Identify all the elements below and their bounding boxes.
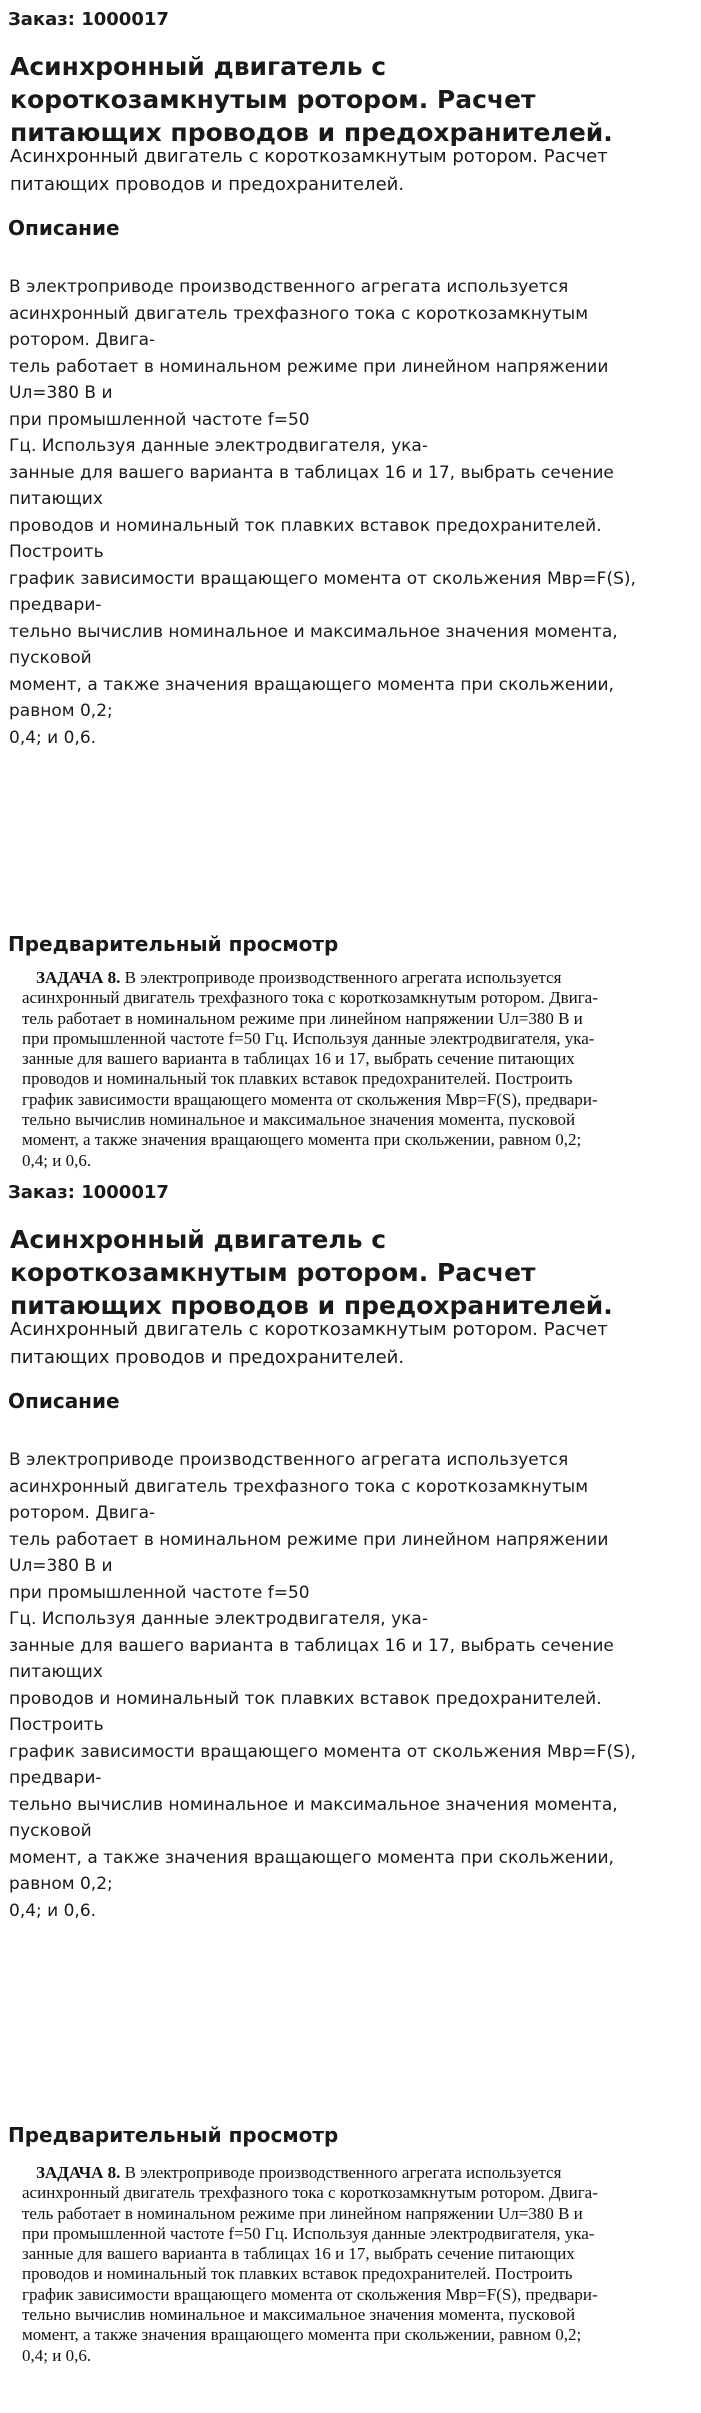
description-line: график зависимости вращающего момента от скольжения Mвр=F(S), bbox=[9, 568, 636, 589]
preview-line: при промышленной частоте f=50 Гц. Используя данные электродвигателя, ука- bbox=[22, 2223, 595, 2243]
description-line: Uл=380 В и bbox=[9, 1556, 113, 1576]
preview-line: момент, а также значения вращающего момента при скольжении, равном 0,2; bbox=[22, 2325, 582, 2345]
preview-line: асинхронный двигатель трехфазного тока с короткозамкнутым ротором. Двига- bbox=[22, 988, 598, 1008]
description-line: занные для вашего варианта в таблицах 16 и 17, выбрать сечение bbox=[9, 1635, 614, 1656]
description-line: Построить bbox=[9, 1715, 104, 1735]
description-line: 0,4; и 0,6. bbox=[9, 727, 97, 748]
description-line: ротором. Двига- bbox=[9, 1503, 156, 1523]
description-line: предвари- bbox=[9, 595, 102, 615]
preview-line: 0,4; и 0,6. bbox=[22, 2345, 92, 2365]
preview-line: асинхронный двигатель трехфазного тока с короткозамкнутым ротором. Двига- bbox=[22, 2183, 598, 2203]
preview-line: проводов и номинальный ток плавких вставок предохранителей. Построить bbox=[22, 1069, 573, 1089]
preview-line: момент, а также значения вращающего момента при скольжении, равном 0,2; bbox=[22, 1130, 582, 1150]
description-line: равном 0,2; bbox=[9, 1874, 113, 1894]
description-line: тель работает в номинальном режиме при линейном напряжении bbox=[9, 356, 609, 377]
description-line: питающих bbox=[9, 1662, 103, 1682]
description-line: пусковой bbox=[9, 648, 92, 668]
description-line: питающих bbox=[9, 489, 103, 509]
description-line: 0,4; и 0,6. bbox=[9, 1900, 97, 1921]
task-label: ЗАДАЧА 8. bbox=[36, 968, 121, 987]
preview-line: тельно вычислив номинальное и максимальное значения момента, пусковой bbox=[22, 2305, 576, 2325]
description-line: тельно вычислив номинальное и максимальное значения момента, bbox=[9, 621, 618, 642]
preview-line: занные для вашего варианта в таблицах 16 и 17, выбрать сечение питающих bbox=[22, 1049, 575, 1069]
description-line: ротором. Двига- bbox=[9, 330, 156, 350]
task-label: ЗАДАЧА 8. bbox=[36, 2163, 121, 2182]
description-line: Гц. Используя данные электродвигателя, ука- bbox=[9, 436, 428, 456]
description-line: проводов и номинальный ток плавких вставок предохранителей. bbox=[9, 515, 602, 536]
preview-line: график зависимости вращающего момента от скольжения Mвр=F(S), предвари- bbox=[22, 2284, 598, 2304]
description-line: асинхронный двигатель трехфазного тока с короткозамкнутым bbox=[9, 1476, 589, 1497]
description-line: тельно вычислив номинальное и максимальное значения момента, bbox=[9, 1794, 618, 1815]
description-line: Построить bbox=[9, 542, 104, 562]
subtitle: Асинхронный двигатель с короткозамкнутым ротором. Расчет питающих проводов и предохранителей. bbox=[10, 1319, 608, 1368]
page-title: Асинхронный двигатель с короткозамкнутым ротором. Расчет питающих проводов и предохранителей. bbox=[10, 1225, 613, 1320]
preview-line: ЗАДАЧА 8. В электроприводе производственного агрегата используется bbox=[36, 2163, 562, 2182]
description-line: при промышленной частоте f=50 bbox=[9, 1582, 310, 1603]
preview-line: при промышленной частоте f=50 Гц. Используя данные электродвигателя, ука- bbox=[22, 1028, 595, 1048]
preview-image bbox=[0, 2163, 701, 2373]
description-line: В электроприводе производственного агрегата используется bbox=[9, 277, 569, 297]
preview-line: тель работает в номинальном режиме при линейном напряжении Uл=380 В и bbox=[22, 1008, 583, 1028]
description-text bbox=[9, 1447, 699, 1924]
preview-line: занные для вашего варианта в таблицах 16 и 17, выбрать сечение питающих bbox=[22, 2244, 575, 2264]
description-line: тель работает в номинальном режиме при линейном напряжении bbox=[9, 1529, 609, 1550]
description-line: Uл=380 В и bbox=[9, 383, 113, 403]
page-title: Асинхронный двигатель с короткозамкнутым ротором. Расчет питающих проводов и предохранителей. bbox=[10, 52, 613, 147]
order-label: Заказ: 1000017 bbox=[8, 1182, 169, 1203]
preview-line: график зависимости вращающего момента от скольжения Mвр=F(S), предвари- bbox=[22, 1089, 598, 1109]
description-line: момент, а также значения вращающего момента при скольжении, bbox=[9, 674, 614, 695]
description-heading: Описание bbox=[8, 216, 120, 240]
description-line: асинхронный двигатель трехфазного тока с короткозамкнутым bbox=[9, 303, 589, 324]
preview-line: тель работает в номинальном режиме при линейном напряжении Uл=380 В и bbox=[22, 2203, 583, 2223]
preview-line: ЗАДАЧА 8. В электроприводе производственного агрегата используется bbox=[36, 968, 562, 987]
description-line: пусковой bbox=[9, 1821, 92, 1841]
description-line: занные для вашего варианта в таблицах 16 и 17, выбрать сечение bbox=[9, 462, 614, 483]
description-line: при промышленной частоте f=50 bbox=[9, 409, 310, 430]
preview-line: тельно вычислив номинальное и максимальное значения момента, пусковой bbox=[22, 1110, 576, 1130]
description-line: момент, а также значения вращающего момента при скольжении, bbox=[9, 1847, 614, 1868]
preview-heading: Предварительный просмотр bbox=[8, 2123, 339, 2147]
preview-line: 0,4; и 0,6. bbox=[22, 1150, 92, 1170]
preview-line: проводов и номинальный ток плавких вставок предохранителей. Построить bbox=[22, 2264, 573, 2284]
description-line: предвари- bbox=[9, 1768, 102, 1788]
description-line: график зависимости вращающего момента от скольжения Mвр=F(S), bbox=[9, 1741, 636, 1762]
description-line: Гц. Используя данные электродвигателя, ука- bbox=[9, 1609, 428, 1629]
description-text bbox=[9, 274, 699, 751]
description-line: проводов и номинальный ток плавких вставок предохранителей. bbox=[9, 1688, 602, 1709]
order-label: Заказ: 1000017 bbox=[8, 9, 169, 30]
preview-image bbox=[0, 968, 701, 1178]
description-heading: Описание bbox=[8, 1389, 120, 1413]
subtitle: Асинхронный двигатель с короткозамкнутым ротором. Расчет питающих проводов и предохранителей. bbox=[10, 146, 608, 195]
description-line: В электроприводе производственного агрегата используется bbox=[9, 1450, 569, 1470]
description-line: равном 0,2; bbox=[9, 701, 113, 721]
preview-heading: Предварительный просмотр bbox=[8, 932, 339, 956]
